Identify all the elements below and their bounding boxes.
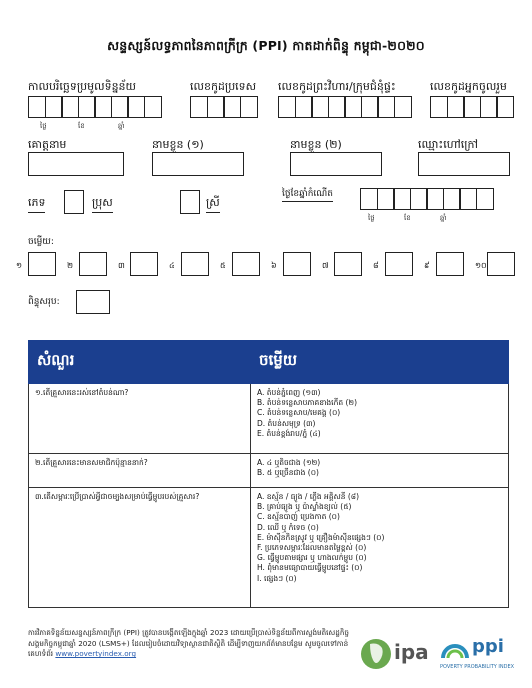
answer-option[interactable]: C. តំបន់ទន្លេសាប/មេគង្គ (០) xyxy=(257,408,341,418)
dob-cells[interactable] xyxy=(360,188,492,210)
surname-input[interactable] xyxy=(28,152,124,176)
page-title: សន្ទស្សន៍លទ្ធភាពនៃភាពក្រីក្រ (PPI) កាតដាក់ពិន្ទុ កម្ពុជា-២០២០ xyxy=(107,38,425,53)
dob-hint-year: ឆ្នាំ xyxy=(440,214,447,222)
answer-number-6: ៦ xyxy=(271,261,277,270)
answer-cell xyxy=(251,454,509,488)
answer-number-4: ៤ xyxy=(169,261,175,270)
answer-number-9: ៩ xyxy=(424,261,430,270)
answer-number-5: ៥ xyxy=(220,261,226,270)
total-score-label: ពិន្ទុសរុប: xyxy=(28,297,60,307)
answer-number-2: ២ xyxy=(67,261,74,270)
enumerator-id-cells[interactable] xyxy=(430,96,513,118)
surname-label: គោត្តនាម xyxy=(28,138,66,155)
answer-number-7: ៧ xyxy=(322,261,329,270)
footer-link[interactable]: www.povertyindex.org xyxy=(55,649,137,658)
nickname-label: ឈ្មោះហៅក្រៅ xyxy=(418,138,478,155)
table-row xyxy=(29,488,509,608)
answer-option[interactable]: C. ឧស្ម័នបាញ់ ប្រេងកាត (០) xyxy=(257,512,340,522)
ppi-text: ppi xyxy=(472,636,504,657)
question-cell: ២.តើគ្រួសារនេះមានសមាជិកប៉ុន្មាននាក់? xyxy=(29,454,251,488)
question-cell: ១.តើគ្រួសារនេះរស់នៅតំបន់ណា? xyxy=(29,384,251,454)
male-label: ប្រុស xyxy=(92,196,113,213)
answer-option[interactable]: A. ឧស្ម័ន / ធ្យូង / ភ្លើង អគ្គិសនី (៨) xyxy=(257,492,360,501)
answer-option[interactable]: B. គ្រាប់ធ្យូង ឬ ប៉ាស្ទាំងខ្យល់ (៥) xyxy=(257,502,352,512)
answers-label: ចម្លើយ: xyxy=(28,237,54,247)
answer-option[interactable]: I. ផ្សេងៗ (០) xyxy=(257,573,297,583)
answer-option[interactable]: B. តំបន់ទន្លេសាបភាគខាងកើត (២) xyxy=(257,398,357,408)
footer-text xyxy=(28,628,358,660)
dob-label: ថ្ងៃខែឆ្នាំកំណើត xyxy=(282,188,333,202)
total-score-input[interactable] xyxy=(76,290,110,314)
answer-option[interactable]: E. ម៉ាស៊ីនកិនស្រូវ ឬ គ្រឿងម៉ាស៊ីនផ្សេងៗ (០) xyxy=(257,532,385,542)
gender-female-checkbox[interactable] xyxy=(180,190,200,214)
answer-box-9[interactable] xyxy=(436,252,464,276)
answer-number-3: ៣ xyxy=(118,261,125,270)
answer-option[interactable]: D. ឈើ ឬ កំទេច (០) xyxy=(257,522,319,532)
answer-option[interactable]: E. តំបន់ខ្ពង់រាប/ភ្នំ (៤) xyxy=(257,428,321,438)
ipa-logo xyxy=(360,636,432,672)
ppi-subtitle: POVERTY PROBABILITY INDEX xyxy=(440,664,515,670)
answer-option[interactable]: F. ប្រភេទសម្ភារៈដែលមានតម្លៃខ្ពស់ (០) xyxy=(257,543,367,553)
question-cell: ៣.តើសម្ភារៈប្រើប្រាស់អ្វីជាចម្បងសម្រាប់ធ្វើម្ហូបរបស់គ្រួសារ? xyxy=(29,488,251,608)
interview-date-label: កាលបរិច្ឆេទប្រមូលទិន្នន័យ xyxy=(28,80,136,97)
header-question: សំណួរ xyxy=(29,341,251,384)
footer-description: ការវិភាគទិន្នន័យសន្ទស្សន៍ភាពក្រីក្រ (PPI) ត្រូវបានបង្កើតឡើងក្នុងឆ្នាំ 2023 ដោយប្រើប្រាស់ទិន្នន័យពីការស្ទង់មតិសេដ្ឋកិច្ចសង្គមកិច្ចកម្ពុជាឆ្នាំ 2020 (LSMS+) ដែលរៀបចំដោយវិទ្យាស្ថានជាតិស្ថិតិ ដើម្បីទាញយកព័ត៌មានបន្ថែម សូមចូលទៅកាន់គេហទំព័រ xyxy=(28,628,349,658)
nickname-input[interactable] xyxy=(418,152,510,176)
answer-box-2[interactable] xyxy=(79,252,107,276)
table-row xyxy=(29,384,509,454)
answer-option[interactable]: H. ពុំមានមធ្យោបាយធ្វើម្ហូបនៅផ្ទះ (០) xyxy=(257,563,363,573)
answer-option[interactable]: D. តំបន់សមុទ្រ (៣) xyxy=(257,418,316,428)
interview-date-cells[interactable] xyxy=(28,96,160,118)
name1-input[interactable] xyxy=(152,152,244,176)
answer-number-10: ១០ xyxy=(475,261,487,270)
answer-box-4[interactable] xyxy=(181,252,209,276)
answers-row xyxy=(16,252,524,278)
answer-box-3[interactable] xyxy=(130,252,158,276)
name2-label: នាមខ្លួន (២) xyxy=(290,138,342,155)
scorecard-table xyxy=(28,340,509,608)
date-hint-year: ឆ្នាំ xyxy=(118,122,125,130)
ppi-arc-icon xyxy=(440,636,470,662)
ipa-text: ipa xyxy=(394,640,429,664)
gender-male-checkbox[interactable] xyxy=(64,190,84,214)
dob-hint-month: ខែ xyxy=(404,214,411,222)
answer-option[interactable]: G. ធ្វើម្ហូបតាមផ្សារ ឬ ហាងលក់ម្ហូប (០) xyxy=(257,553,367,563)
household-id-label: លេខកូដព្រះវិហារ/ក្រុមជំនុំផ្ទះ xyxy=(278,80,396,97)
answer-box-7[interactable] xyxy=(334,252,362,276)
table-row xyxy=(29,454,509,488)
answer-box-8[interactable] xyxy=(385,252,413,276)
date-hint-month: ខែ xyxy=(78,122,85,130)
ppi-logo xyxy=(440,636,520,672)
answer-box-5[interactable] xyxy=(232,252,260,276)
enumerator-id-label: លេខកូដអ្នកចូលរួម xyxy=(430,80,507,97)
answer-number-1: ១ xyxy=(16,261,23,270)
country-code-cells[interactable] xyxy=(190,96,256,118)
answer-number-8: ៨ xyxy=(373,261,379,270)
name1-label: នាមខ្លួន (១) xyxy=(152,138,204,155)
answer-box-1[interactable] xyxy=(28,252,56,276)
female-label: ស្រី xyxy=(206,196,220,213)
name2-input[interactable] xyxy=(290,152,382,176)
header-answer: ចម្លើយ xyxy=(251,341,509,384)
answer-box-10[interactable] xyxy=(487,252,515,276)
answer-option[interactable]: A. ៤ ឬតិចជាង (១២) xyxy=(257,458,321,467)
answer-cell xyxy=(251,488,509,608)
gender-label: ភេទ xyxy=(28,196,45,213)
answer-option[interactable]: B. ៥ ឬច្រើនជាង (០) xyxy=(257,468,319,478)
answer-box-6[interactable] xyxy=(283,252,311,276)
date-hint-day: ថ្ងៃ xyxy=(40,122,47,130)
answer-cell xyxy=(251,384,509,454)
answer-option[interactable]: A. តំបន់ភ្នំពេញ (១៣) xyxy=(257,388,321,397)
household-id-cells[interactable] xyxy=(278,96,410,118)
dob-hint-day: ថ្ងៃ xyxy=(368,214,375,222)
country-code-label: លេខកូដប្រទេស xyxy=(190,80,256,97)
